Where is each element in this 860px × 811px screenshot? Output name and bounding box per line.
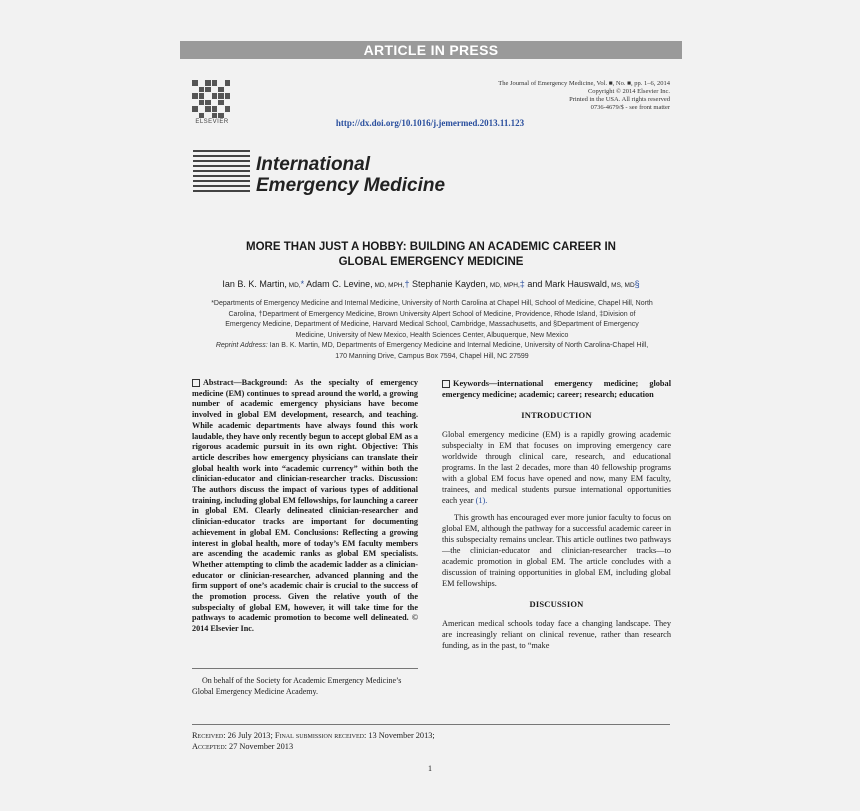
page-number: 1 <box>428 764 432 773</box>
reprint-text: Ian B. K. Martin, MD, Departments of Emergency Medicine and Internal Medicine, University of North Carolina-Chapel Hill, <box>267 342 649 349</box>
author-name: Ian B. K. Martin, <box>222 279 287 289</box>
received-line <box>192 730 670 741</box>
journal-info <box>498 80 670 112</box>
reprint-address-line: 170 Manning Drive, Campus Box 7594, Chapel Hill, NC 27599 <box>335 352 529 360</box>
journal-info-line: The Journal of Emergency Medicine, Vol. ■, No. ■, pp. 1–6, 2014 <box>498 80 670 87</box>
reprint-label: Reprint Address: <box>215 342 268 349</box>
doi-link[interactable]: http://dx.doi.org/10.1016/j.jemermed.2013.11.123 <box>335 118 525 128</box>
journal-info-line: 0736-4679/$ - see front matter <box>590 104 670 111</box>
section-lines-icon <box>193 150 250 195</box>
affiliation-mark[interactable]: * <box>300 279 305 289</box>
affiliation-mark[interactable]: § <box>634 279 640 289</box>
accepted-label: Accepted: <box>192 742 227 751</box>
author-degree: MD, MPH, <box>488 282 520 289</box>
reprint-address <box>192 341 672 352</box>
reference-link[interactable]: (1). <box>475 496 488 505</box>
intro-text: Global emergency medicine (EM) is a rapidly growing academic subspecialty in EM that focuses on improving emergency care worldwide through clinical care, research, and educational programs. In the last 2 decades, more than 40 fellowship programs with a global EM focus have opened and now, many EM faculty, trainees, and medical students pursue international opportunities each year <box>442 430 671 505</box>
article-title <box>180 240 682 270</box>
affiliation-mark[interactable]: ‡ <box>519 279 525 289</box>
intro-paragraph: This growth has encouraged ever more junior faculty to focus on global EM, although the pathway for a successful academic career in this subspecialty remains unclear. This article outlines two pathways—the clinician-educator and clinician-researcher tracks—to academic promotion in global EM. The article concludes with a discussion of training opportunities in global EM, including global EM fellowships. <box>442 513 671 588</box>
discussion-heading: DISCUSSION <box>529 599 584 609</box>
journal-section-title <box>256 154 445 196</box>
tree-icon <box>192 80 230 118</box>
title-line: GLOBAL EMERGENCY MEDICINE <box>338 256 524 268</box>
accepted-line <box>192 741 670 752</box>
affiliation-line: Carolina, †Department of Emergency Medicine, Brown University Alpert School of Medicine, Providence, Rhode Island, ‡Division of <box>228 310 636 318</box>
abstract-column <box>192 378 418 635</box>
affiliation-mark[interactable]: † <box>404 279 410 289</box>
received-dates <box>192 730 670 752</box>
accepted-date: 27 November 2013 <box>226 742 294 751</box>
keywords-text: Keywords—international emergency medicine; global emergency medicine; academic; career; research; education <box>442 379 671 399</box>
footnote-divider <box>192 668 418 669</box>
on-behalf-footnote: On behalf of the Society for Academic Emergency Medicine’s Global Emergency Medicine Academy. <box>192 676 402 696</box>
journal-section-line: Emergency Medicine <box>256 175 446 196</box>
author-name: Adam C. Levine, <box>304 279 373 289</box>
title-line: MORE THAN JUST A HOBBY: BUILDING AN ACADEMIC CAREER IN <box>246 241 616 253</box>
journal-section-line: International <box>256 154 371 175</box>
final-submission-label: Final submission received: <box>274 731 367 740</box>
publisher-logo-text: ELSEVIER <box>195 119 229 125</box>
author-name: and Mark Hauswald, <box>524 279 610 289</box>
affiliation-line: Medicine, University of New Mexico, Health Sciences Center, Albuquerque, New Mexico <box>295 331 569 339</box>
received-label: Received: <box>192 731 226 740</box>
affiliation-line: *Departments of Emergency Medicine and Internal Medicine, University of North Carolina at Chapel Hill, School of Medicine, Chapel Hill, North <box>211 300 653 307</box>
square-bullet-icon <box>192 379 200 387</box>
received-divider <box>192 724 670 725</box>
article-in-press-banner: ARTICLE IN PRESS <box>180 41 682 59</box>
introduction-heading: INTRODUCTION <box>521 410 592 420</box>
body-column <box>442 378 671 657</box>
final-submission-date: 13 November 2013; <box>366 731 435 740</box>
affiliations <box>192 299 672 362</box>
author-degree: MS, MD <box>609 282 635 289</box>
abstract-text: Abstract—Background: As the specialty of emergency medicine (EM) continues to spread around the world, a growing number of academic emergency physicians have become involved in global EM development, research, and teaching. While academic departments have always found this work laudable, they have only recently begun to accept global EM as a rigorous academic pursuit in its own right. Objective: This article describes how emergency physicians can translate their global health work into “academic currency” within both the clinician-educator and clinician-researcher tracks. Discussion: The authors discuss the impact of various types of additional training, including global EM fellowships, for launching a career in global EM. Clearly delineated clinician-researcher and clinician-educator tracks are important for documenting achievement in global EM. Conclusions: Reflecting a growing interest in global health, more of today’s EM faculty members are ascending the academic ranks as global EM specialists. Whether attempting to climb the academic ladder as a clinician-educator or clinician-researcher, advanced planning and the firm support of one’s academic chair is crucial to the success of the promotion process. Given the relative youth of the subspecialty of global EM, however, it will take time for the pathways to academic promotion to become well delineated. © 2014 Elsevier Inc. <box>192 378 418 634</box>
received-date: 26 July 2013; <box>225 731 275 740</box>
author-name: Stephanie Kayden, <box>409 279 489 289</box>
journal-info-line: Copyright © 2014 Elsevier Inc. <box>587 88 670 95</box>
discussion-paragraph: American medical schools today face a changing landscape. They are increasingly reliant on clinical revenue, rather than research funding, as in the past, to “make <box>442 619 671 650</box>
affiliation-line: Emergency Medicine, Department of Medicine, Harvard Medical School, Cambridge, Massachusetts, and §Department of Emergency <box>225 321 639 328</box>
intro-paragraph <box>442 429 671 506</box>
square-bullet-icon <box>442 380 450 388</box>
author-degree: MD, MPH, <box>372 282 405 289</box>
author-list <box>180 279 682 289</box>
journal-info-line: Printed in the USA. All rights reserved <box>569 96 670 103</box>
author-degree: MD, <box>286 282 301 289</box>
keywords <box>442 378 671 400</box>
